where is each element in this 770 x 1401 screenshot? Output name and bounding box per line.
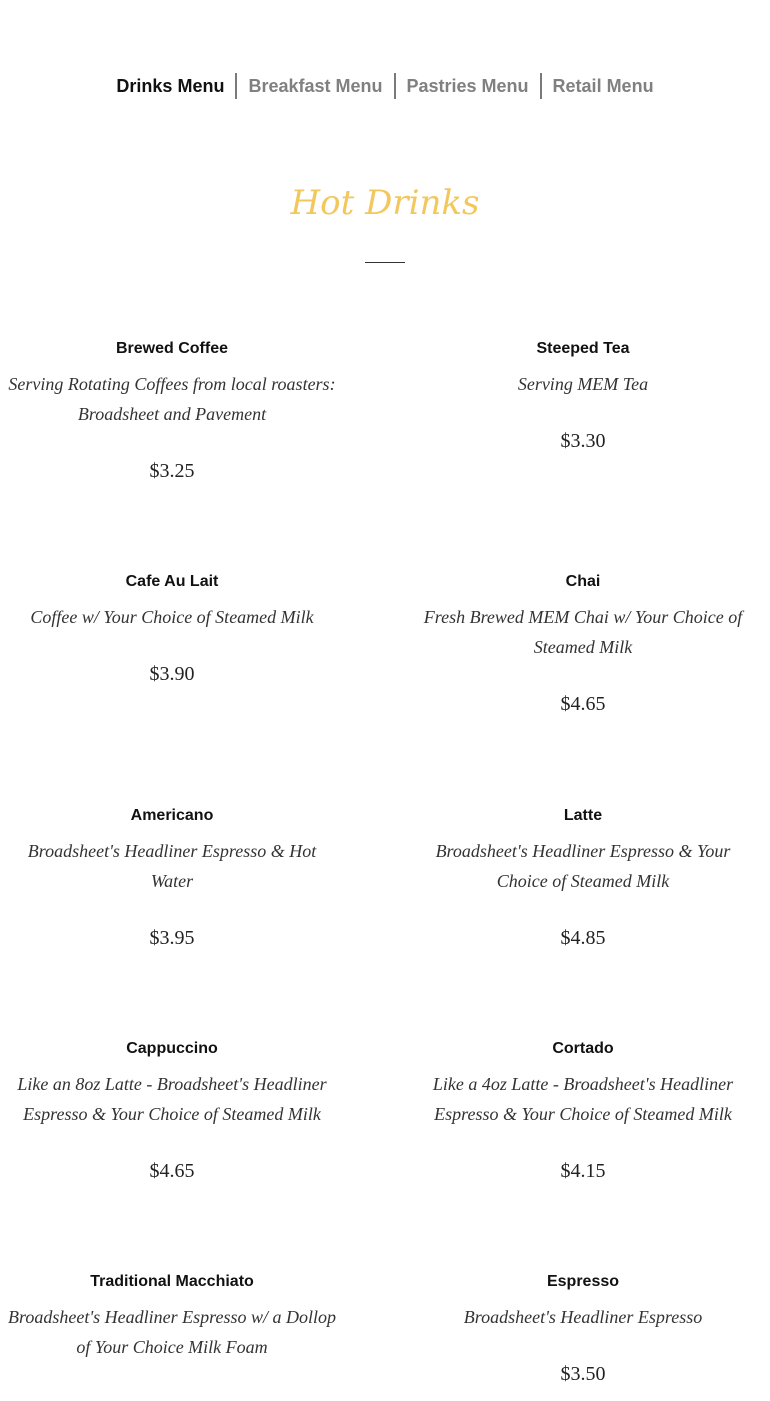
item-description: Broadsheet's Headliner Espresso — [463, 1307, 703, 1327]
section-title: Hot Drinks — [290, 183, 480, 223]
menu-item — [7, 806, 337, 952]
item-description: Like an 8oz Latte - Broadsheet's Headliner Espresso & Your Choice of Steamed Milk — [17, 1074, 327, 1124]
item-name: Steeped Tea — [536, 340, 630, 357]
item-price: $3.50 — [560, 1363, 606, 1385]
item-description: Serving MEM Tea — [517, 374, 649, 394]
item-price: $4.65 — [149, 1160, 195, 1182]
item-name: Cappuccino — [126, 1040, 218, 1057]
menu-item — [418, 339, 748, 455]
item-name: Cortado — [552, 1040, 614, 1057]
item-description: Broadsheet's Headliner Espresso w/ a Dollop of Your Choice Milk Foam — [8, 1307, 336, 1357]
menu-item — [7, 572, 337, 688]
nav-retail-menu[interactable]: Retail Menu — [552, 76, 654, 96]
menu-item — [7, 1272, 337, 1390]
item-description: Fresh Brewed MEM Chai w/ Your Choice of Steamed Milk — [423, 607, 743, 657]
item-price: $3.30 — [560, 430, 606, 452]
item-name: Cafe Au Lait — [125, 573, 219, 590]
item-description: Serving Rotating Coffees from local roasters: Broadsheet and Pavement — [8, 374, 336, 424]
item-description: Like a 4oz Latte - Broadsheet's Headliner Espresso & Your Choice of Steamed Milk — [432, 1074, 734, 1124]
item-price: $4.65 — [560, 693, 606, 715]
nav-drinks-menu[interactable]: Drinks Menu — [116, 76, 225, 96]
item-name: Latte — [563, 807, 603, 824]
item-name: Espresso — [546, 1273, 620, 1290]
menu-item — [418, 1039, 748, 1185]
item-price: $4.85 — [560, 927, 606, 949]
item-name: Chai — [565, 573, 601, 590]
menu-item — [7, 1039, 337, 1185]
item-name: Brewed Coffee — [115, 340, 229, 357]
item-description: Broadsheet's Headliner Espresso & Your Choice of Steamed Milk — [435, 841, 731, 891]
item-price: $4.15 — [560, 1160, 606, 1182]
item-price: $3.25 — [149, 460, 195, 482]
menu-item — [418, 572, 748, 718]
nav-pastries-menu[interactable]: Pastries Menu — [406, 76, 529, 96]
item-description: Broadsheet's Headliner Espresso & Hot Water — [27, 841, 317, 891]
nav-breakfast-menu[interactable]: Breakfast Menu — [248, 76, 383, 96]
item-description: Coffee w/ Your Choice of Steamed Milk — [30, 607, 314, 627]
menu-item — [418, 1272, 748, 1388]
menu-item — [7, 339, 337, 485]
item-price: $3.95 — [149, 927, 195, 949]
item-name: Americano — [130, 807, 214, 824]
menu-item — [418, 806, 748, 952]
item-name: Traditional Macchiato — [90, 1273, 254, 1290]
item-price: $3.90 — [149, 663, 195, 685]
